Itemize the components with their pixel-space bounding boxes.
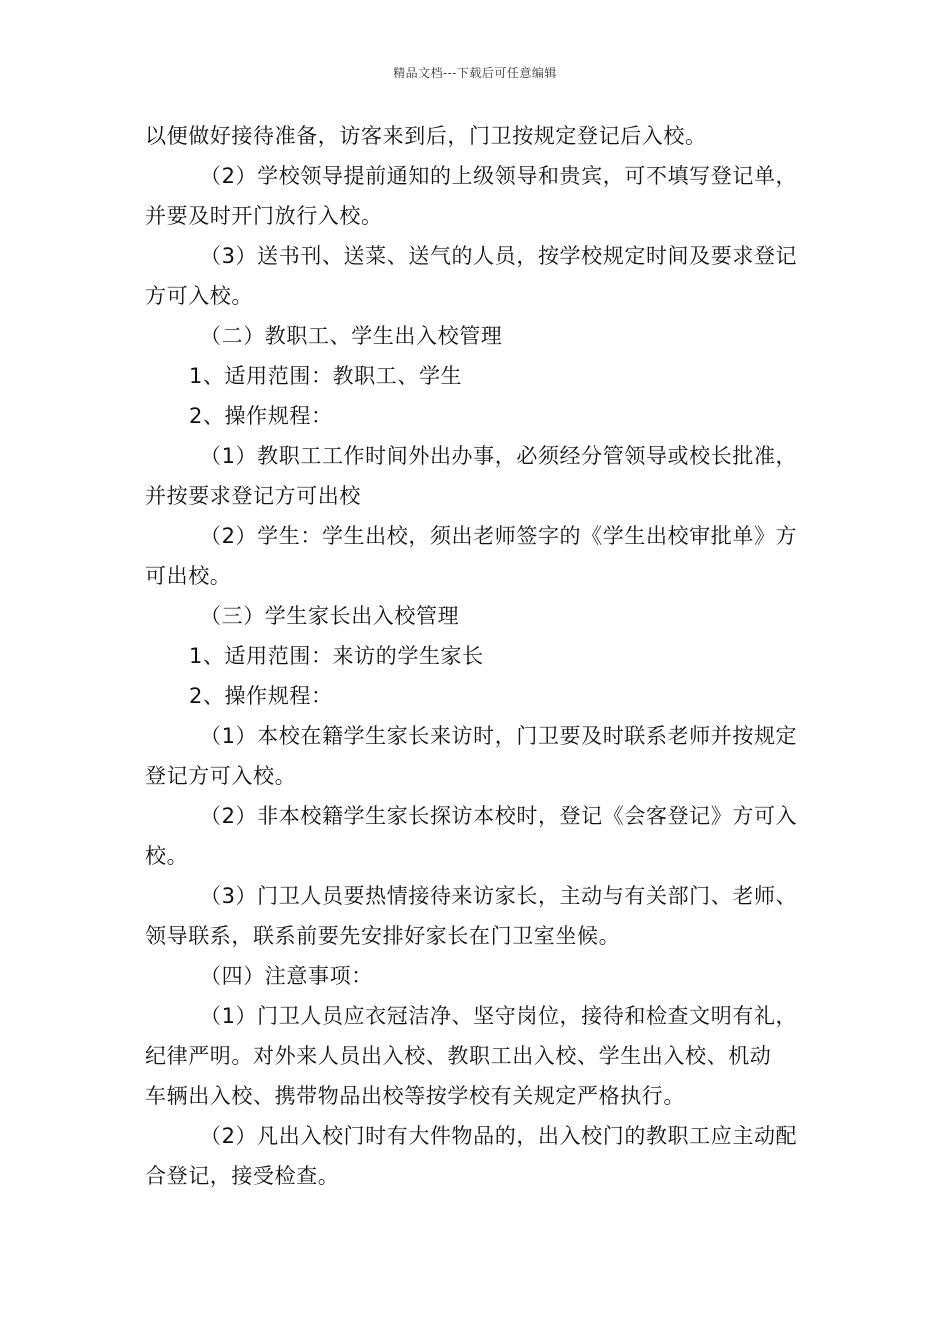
section-heading: （三）学生家长出入校管理: [200, 604, 460, 628]
paragraph-line: 车辆出入校、携带物品出校等按学校有关规定严格执行。: [145, 1084, 685, 1108]
paragraph-line: 方可入校。: [145, 284, 253, 308]
paragraph-line: （1）本校在籍学生家长来访时，门卫要及时联系老师并按规定: [200, 724, 798, 748]
paragraph-line: 领导联系，联系前要先安排好家长在门卫室坐候。: [145, 924, 621, 948]
paragraph-line: （2）学生：学生出校，须出老师签字的《学生出校审批单》方: [200, 524, 798, 548]
paragraph-line: 2、操作规程：: [189, 684, 333, 708]
paragraph-line: 登记方可入校。: [145, 764, 297, 788]
paragraph-line: （3）送书刊、送菜、送气的人员，按学校规定时间及要求登记: [200, 244, 798, 268]
document-body: [145, 116, 813, 1196]
paragraph-line: 合登记，接受检查。: [145, 1164, 340, 1188]
paragraph-line: 以便做好接待准备，访客来到后，门卫按规定登记后入校。: [145, 124, 707, 148]
page-header: 精品文档---下载后可任意编辑: [393, 66, 557, 80]
paragraph-line: （1）门卫人员应衣冠洁净、坚守岗位，接待和检查文明有礼，: [200, 1004, 798, 1028]
paragraph-line: （2）非本校籍学生家长探访本校时，登记《会客登记》方可入: [200, 804, 798, 828]
paragraph-line: 并要及时开门放行入校。: [145, 204, 383, 228]
paragraph-line: 可出校。: [145, 564, 232, 588]
paragraph-line: 1、适用范围：来访的学生家长: [189, 644, 484, 668]
paragraph-line: 纪律严明。对外来人员出入校、教职工出入校、学生出入校、机动: [145, 1044, 772, 1068]
paragraph-line: 1、适用范围：教职工、学生: [189, 364, 463, 388]
paragraph-line: （2）凡出入校门时有大件物品的，出入校门的教职工应主动配: [200, 1124, 798, 1148]
paragraph-line: 2、操作规程：: [189, 404, 333, 428]
paragraph-line: （3）门卫人员要热情接待来访家长，主动与有关部门、老师、: [200, 884, 798, 908]
paragraph-line: （2）学校领导提前通知的上级领导和贵宾，可不填写登记单，: [200, 164, 798, 188]
section-heading: （二）教职工、学生出入校管理: [200, 324, 503, 348]
paragraph-line: 校。: [145, 844, 189, 868]
section-heading: （四）注意事项：: [200, 964, 373, 988]
paragraph-line: 并按要求登记方可出校: [145, 484, 361, 508]
paragraph-line: （1）教职工工作时间外出办事，必须经分管领导或校长批准，: [200, 444, 798, 468]
